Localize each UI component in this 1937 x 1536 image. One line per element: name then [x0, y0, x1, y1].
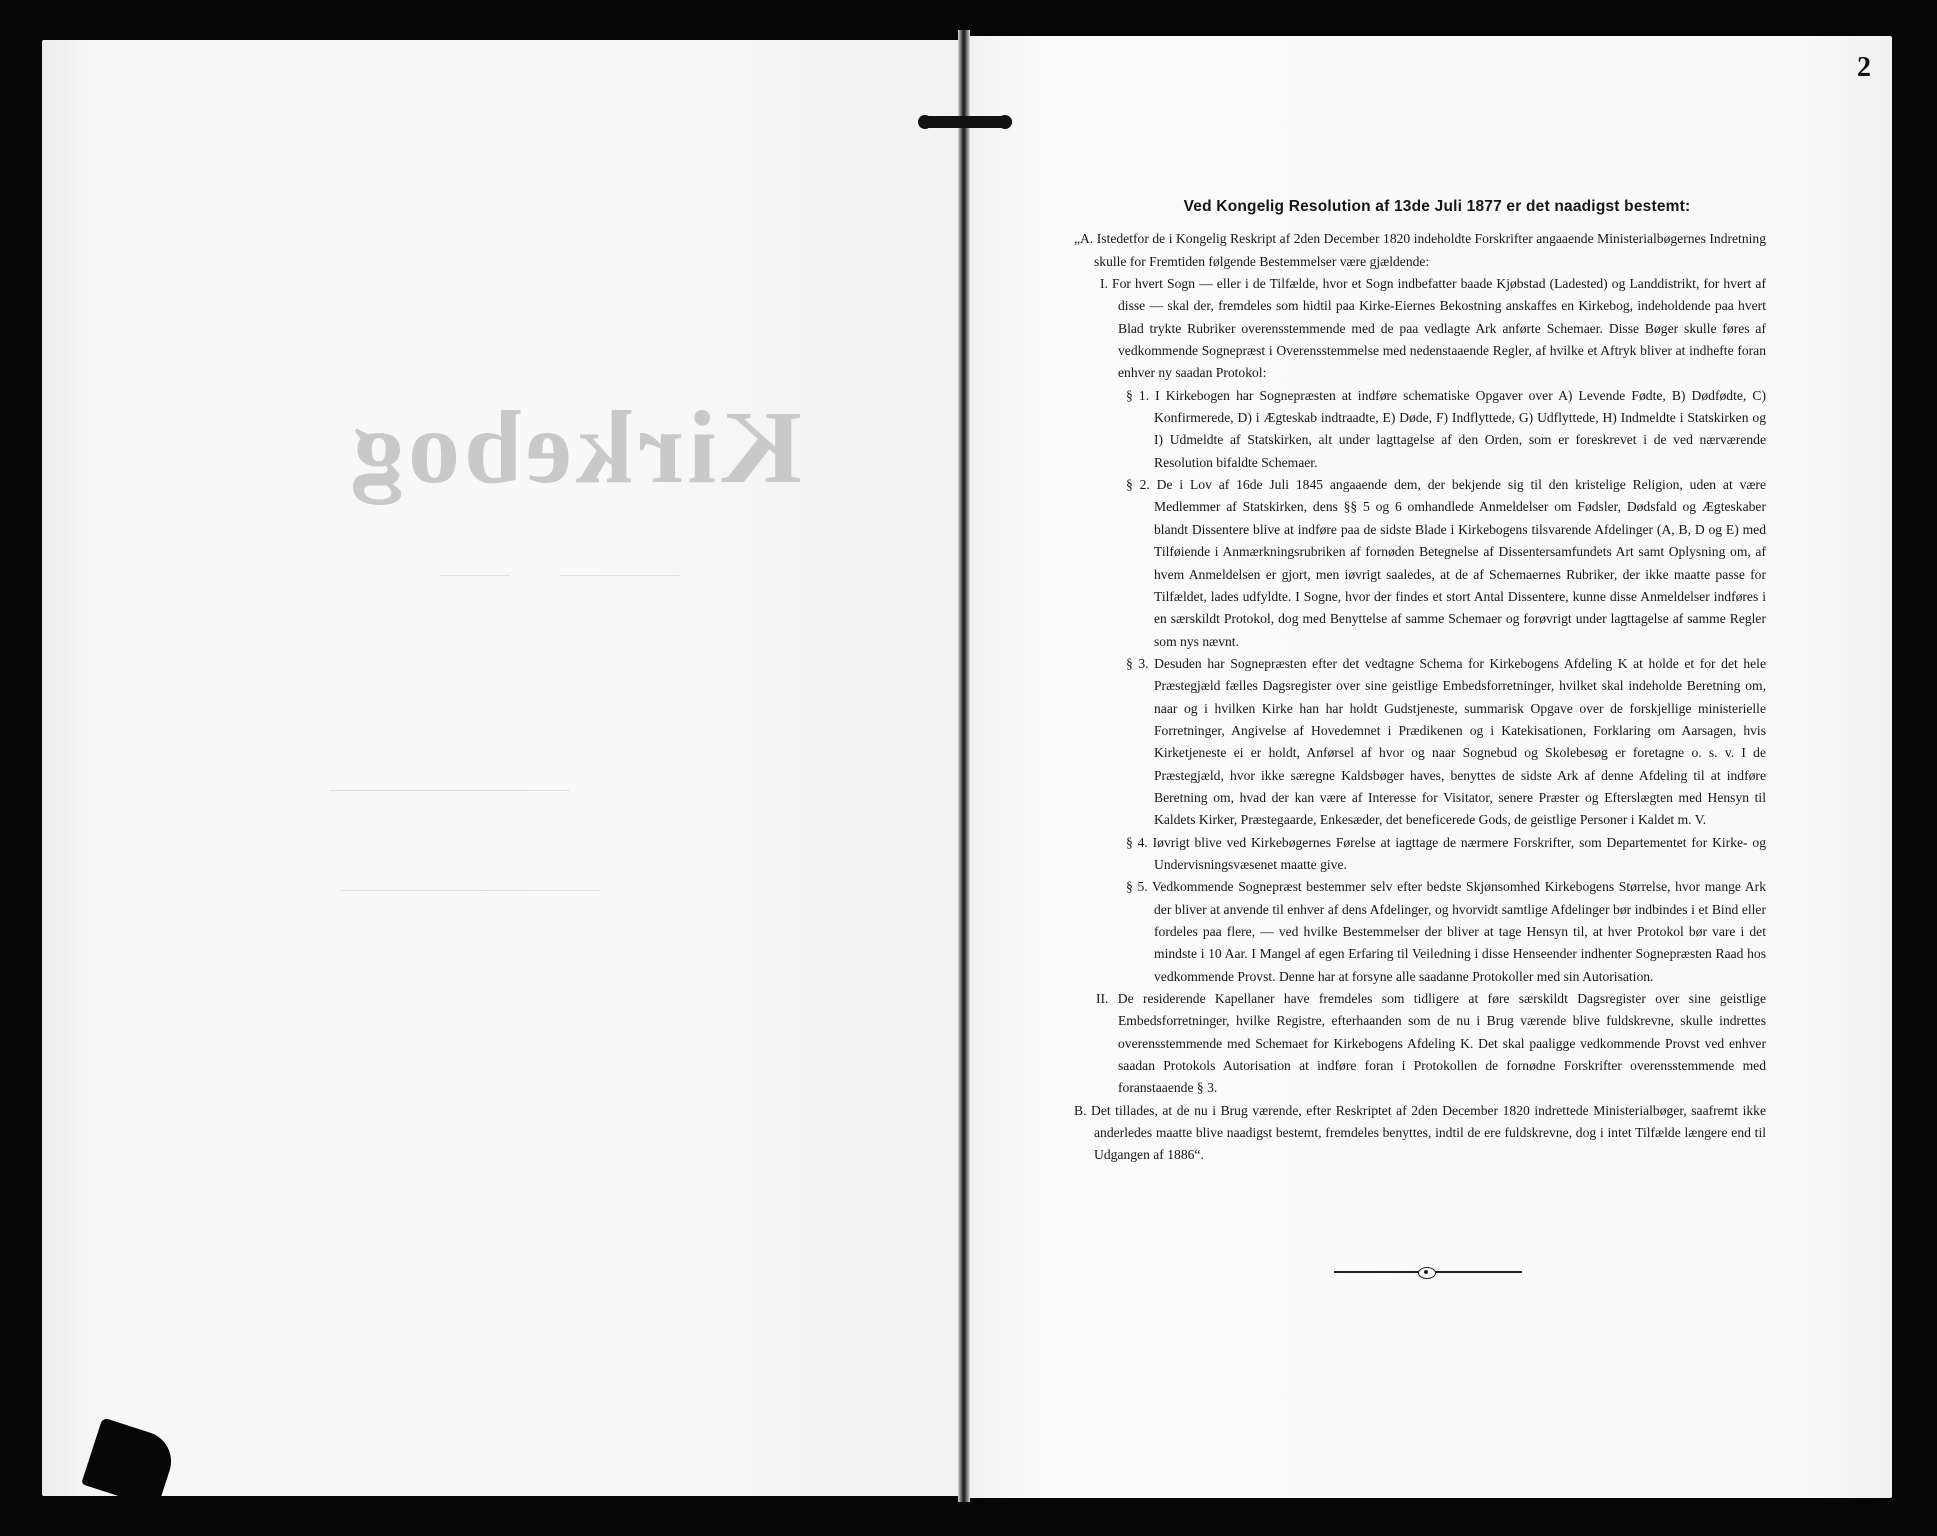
show-through-title: Kirkebog — [348, 390, 802, 505]
show-through-rule — [440, 575, 510, 576]
end-ornament-center — [1424, 1270, 1428, 1274]
resolution-heading: Ved Kongelig Resolution af 13de Juli 1877 er det naadigst bestemt: — [1183, 198, 1691, 215]
show-through-rule — [560, 575, 680, 576]
resolution-paragraph: § 3. Desuden har Sognepræsten efter det vedtagne Schema for Kirkebogens Afdeling K at holde et for det hele Præstegjæld fælles Dagsregister over sine geistlige Embedsforretninger, hvilket skal indeholde Beretning om, naar og i hvilken Kirke han har holdt Gudstjeneste, summarisk Opgave over de forskjellige ministerielle Forretninger, Angivelse af Hovedemnet i Prædikenen og i Katekisationen, Forklaring om Aarsagen, hvis Kirketjeneste ei er holdt, Anførsel af hvor og naar Sognebud og Skolebesøg er foretagne o. s. v. I de Præstegjæld, hvor ikke særegne Kaldsbøger haves, benyttes de sidste Ark af denne Afdeling til at indføre Beretning om, hvad der kan være af Interesse for Visitator, senere Præster og Efterslægten med Hensyn til Kaldets Kirker, Præstegaarde, Enkesæder, det beneficerede Gods, de geistlige Personer i Kaldet m. V. — [1126, 655, 1766, 828]
resolution-paragraph: I. For hvert Sogn — eller i de Tilfælde, hvor et Sogn indbefatter baade Kjøbstad (Ladested) og Landdistrikt, for hvert af disse — skal der, fremdeles som hidtil paa Kirke-Eiernes Bekostning anskaffes en Kirkebog, indeholdende paa hvert Blad trykte Rubriker overensstemmende med de paa vedlagte Ark anførte Schemaer. Disse Bøger skulle føres af vedkommende Sognepræst i Overensstemmelse med nedenstaaende Regler, af hvilke et Aftryk bliver at indhefte foran enhver ny saadan Protokol: — [1100, 276, 1766, 381]
resolution-paragraph: § 5. Vedkommende Sognepræst bestemmer selv efter bedste Skjønsomhed Kirkebogens Størrelse, hvor mange Ark der bliver at anvende til enhver af dens Afdelinger, og hvorvidt samtlige Afdelinger bør indbindes i et Bind eller fordeles paa flere, — ved hvilke Bestemmelser der bliver at tage Hensyn til, at hver Protokol bør vare i det mindste i 10 Aar. I Mangel af egen Erfaring til Veiledning i disse Henseender indhenter Sognepræsten Raad hos vedkommende Provst. Denne har at forsyne alle saadanne Protokoller med sin Autorisation. — [1126, 879, 1766, 984]
left-page — [42, 40, 960, 1496]
page-number: 2 — [1857, 52, 1871, 83]
binding-knot — [998, 115, 1012, 129]
resolution-text — [1074, 196, 1766, 1167]
paragraph-list — [1074, 228, 1766, 1166]
show-through-rule — [330, 790, 570, 791]
resolution-paragraph: B. Det tillades, at de nu i Brug værende, efter Reskriptet af 2den December 1820 indrettede Ministerialbøger, saafremt ikke anderledes maatte blive naadigst bestemt, fremdeles benyttes, indtil de ere fuldskrevne, dog i intet Tilfælde længere end til Udgangen af 1886“. — [1074, 1102, 1766, 1163]
book-spine — [958, 30, 970, 1502]
binding-knot — [918, 115, 932, 129]
resolution-paragraph: II. De residerende Kapellaner have fremdeles som tidligere at føre særskildt Dagsregister over sine geistlige Embedsforretninger, hvilke Registre, efterhaanden som de nu i Brug værende blive fuldskrevne, skulle indrettes overensstemmende med Schemaet for Kirkebogens Afdeling K. Det skal paaligge vedkommende Provst ved enhver saadan Protokols Autorisation at indføre foran i Protokollen de fornødne Forskrifter overensstemmende med foranstaaende § 3. — [1096, 991, 1766, 1096]
resolution-paragraph: § 2. De i Lov af 16de Juli 1845 angaaende dem, der bekjende sig til den kristelige Religion, uden at være Medlemmer af Statskirken, dens §§ 5 og 6 omhandlede Anmeldelser om Fødsler, Dødsfald og Ægteskaber blandt Dissentere blive at indføre paa de sidste Blade i Kirkebogens tilsvarende Afdelinger (A, B, D og E) med Tilføiende i Anmærkningsrubriken af fornøden Betegnelse af Dissentersamfundets Art samt Oplysning om, af hvem Anmeldelsen er gjort, men iøvrigt saaledes, at de af Schemaernes Rubriker, der ikke maatte passe for Tilfældet, lades udfyldte. I Sogne, hvor der findes et stort Antal Dissentere, kunne disse Anmeldelser indføres i en særskildt Protokol, dog med Benyttelse af samme Schemaer og forøvrigt under lagttagelse af samme Regler som nys nævnt. — [1126, 477, 1766, 649]
resolution-paragraph: § 4. Iøvrigt blive ved Kirkebøgernes Førelse at iagttage de nærmere Forskrifter, som Departementet for Kirke- og Undervisningsvæsenet maatte give. — [1126, 834, 1766, 872]
show-through-rule — [340, 890, 600, 891]
resolution-paragraph: „A. Istedetfor de i Kongelig Reskript af 2den December 1820 indeholdte Forskrifter angaaende Ministerialbøgernes Indretning skulle for Fremtiden følgende Bestemmelser være gjældende: — [1074, 231, 1766, 269]
resolution-paragraph: § 1. I Kirkebogen har Sognepræsten at indføre schematiske Opgaver over A) Levende Fødte, B) Dødfødte, C) Konfirmerede, D) i Ægteskab indtraadte, E) Døde, F) Indflyttede, G) Udflyttede, H) Indmeldte i Statskirken og I) Udmeldte af Statskirken, alt under lagttagelse af den Orden, som er foreskrevet i de ved nærværende Resolution bifaldte Schemaer. — [1126, 387, 1766, 470]
